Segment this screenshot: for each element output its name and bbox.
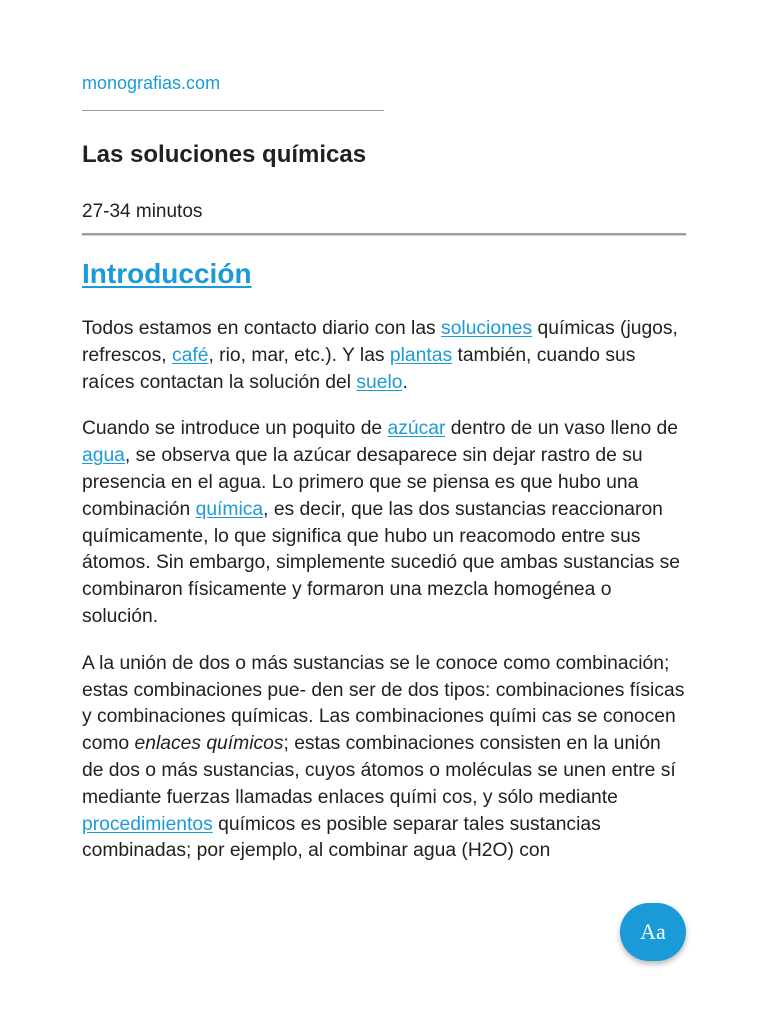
link-suelo[interactable]: suelo	[356, 371, 403, 393]
link-soluciones[interactable]: soluciones	[441, 318, 533, 339]
section-heading	[82, 258, 252, 290]
font-settings-button[interactable]: Aa	[620, 903, 686, 961]
link-plantas[interactable]: plantas	[389, 344, 453, 366]
text: , se observa que la azúcar desaparece sin dejar rastro de su presencia en el agua. Lo primero que se piensa es que hubo una combinación	[82, 445, 643, 520]
article-body	[82, 316, 686, 885]
text: químicos es posible separar tales sustancias combinadas; por ejemplo, al combinar agua (H2O) con	[82, 813, 601, 862]
text: , rio, mar, etc.). Y las	[208, 344, 390, 366]
link-azucar[interactable]: azúcar	[387, 418, 446, 440]
text: Todos estamos en contacto diario con las	[82, 318, 442, 339]
text: A la unión de dos o más sustancias se le conoce como combinación; estas combinaciones pue- den ser de dos tipos: combinaciones físicas y combinaciones químicas. Las combinaciones quími cas se conocen como	[82, 652, 685, 755]
text: Cuando se introduce un poquito de	[82, 418, 388, 440]
link-quimica[interactable]: química	[195, 498, 264, 520]
paragraph-3	[82, 651, 686, 865]
text: dentro de un vaso lleno de	[445, 418, 679, 440]
section-heading-link[interactable]: Introducción	[82, 258, 252, 289]
link-agua[interactable]: agua	[82, 445, 125, 467]
text: , es decir, que las dos sustancias reaccionaron químicamente, lo que significa que hubo un reacomodo entre sus átomos. Sin embargo, simplemente sucedió que ambas sustancias se combinaron físicamente y formaron una mezcla homogénea o solución.	[82, 498, 681, 627]
emphasis-enlaces-quimicos: enlaces químicos	[134, 733, 284, 755]
text: .	[402, 371, 408, 393]
link-procedimientos[interactable]: procedimientos	[82, 813, 213, 835]
header-divider	[82, 233, 686, 236]
paragraph-2	[82, 416, 686, 630]
paragraph-1	[82, 316, 686, 396]
source-link[interactable]: monografias.com	[82, 73, 221, 93]
link-cafe[interactable]: café	[172, 344, 209, 366]
article-title: Las soluciones químicas	[82, 141, 367, 168]
text: ; estas combinaciones consisten en la unión de dos o más sustancias, cuyos átomos o moléculas se unen entre sí mediante fuerzas llamadas enlaces quími cos, y sólo mediante	[82, 733, 676, 808]
reading-time: 27-34 minutos	[82, 201, 203, 222]
source-divider	[82, 110, 384, 111]
text: químicas (jugos, refrescos,	[82, 318, 678, 366]
text: también, cuando sus raíces contactan la solución del	[82, 344, 636, 393]
